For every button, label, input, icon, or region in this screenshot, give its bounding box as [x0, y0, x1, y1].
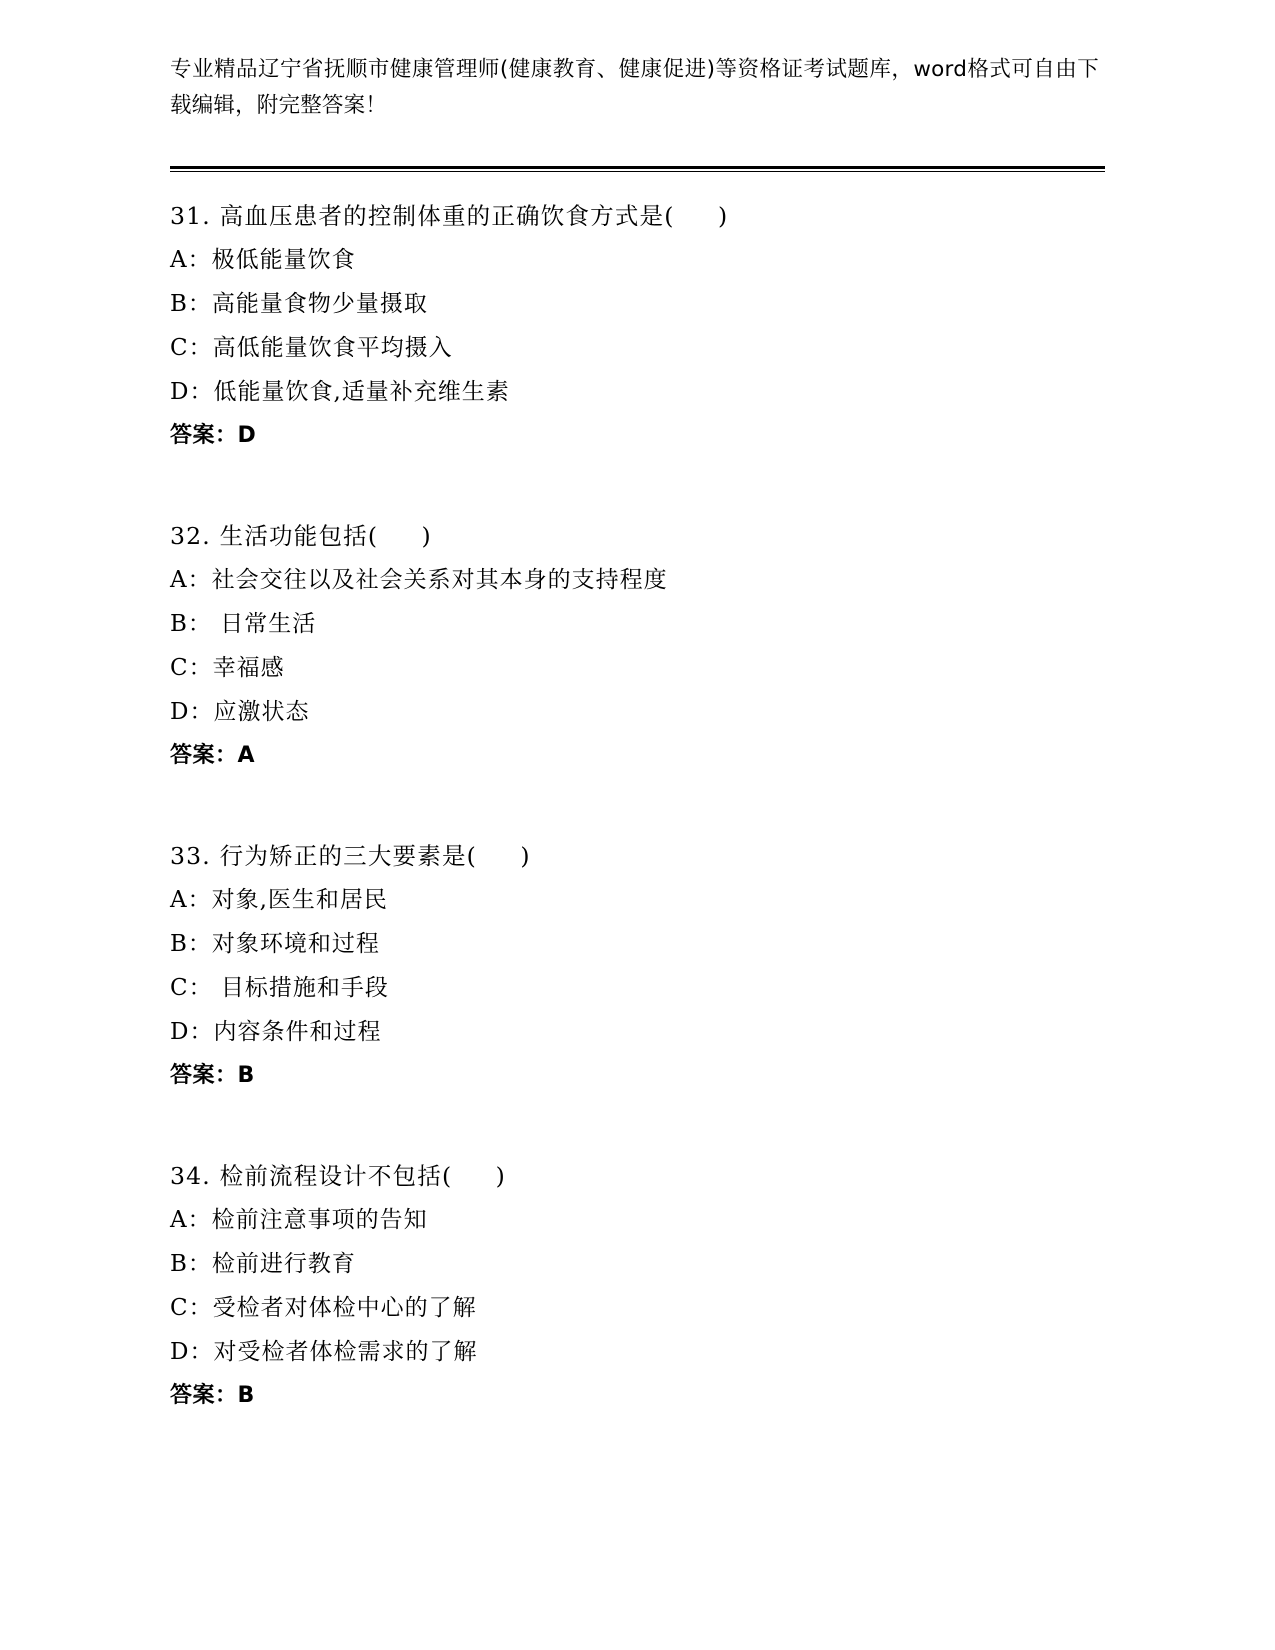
question-option: C： 目标措施和手段	[170, 975, 389, 1001]
question-answer: 答案：B	[170, 1063, 255, 1088]
question-option: D：对受检者体检需求的了解	[170, 1339, 478, 1365]
question-option: C：受检者对体检中心的了解	[170, 1295, 477, 1321]
question-option: B： 日常生活	[170, 611, 317, 637]
question-item	[170, 194, 1105, 458]
question-stem: 31. 高血压患者的控制体重的正确饮食方式是( )	[170, 202, 729, 230]
question-item	[170, 1154, 1105, 1418]
question-answer: 答案：D	[170, 423, 257, 448]
question-answer: 答案：B	[170, 1383, 255, 1408]
question-option: A：极低能量饮食	[170, 247, 356, 273]
question-option: B：高能量食物少量摄取	[170, 291, 428, 317]
question-option: D：低能量饮食,适量补充维生素	[170, 379, 510, 405]
question-option: A：对象,医生和居民	[170, 887, 388, 913]
header-divider	[170, 166, 1105, 172]
question-stem: 33. 行为矫正的三大要素是( )	[170, 842, 531, 870]
question-option: C：幸福感	[170, 655, 285, 681]
question-option: A：检前注意事项的告知	[170, 1207, 428, 1233]
question-option: B：对象环境和过程	[170, 931, 380, 957]
question-stem: 32. 生活功能包括( )	[170, 522, 432, 550]
question-item	[170, 834, 1105, 1098]
question-item	[170, 514, 1105, 778]
question-option: C：高低能量饮食平均摄入	[170, 335, 453, 361]
question-option: D：应激状态	[170, 699, 310, 725]
question-stem: 34. 检前流程设计不包括( )	[170, 1162, 507, 1190]
question-option: B：检前进行教育	[170, 1251, 356, 1277]
question-option: A：社会交往以及社会关系对其本身的支持程度	[170, 567, 668, 593]
questions-list	[170, 194, 1105, 1418]
question-answer: 答案：A	[170, 743, 256, 768]
document-header: 专业精品辽宁省抚顺市健康管理师(健康教育、健康促进)等资格证考试题库，word格式可自由下载编辑，附完整答案！	[170, 57, 1099, 118]
question-option: D：内容条件和过程	[170, 1019, 382, 1045]
